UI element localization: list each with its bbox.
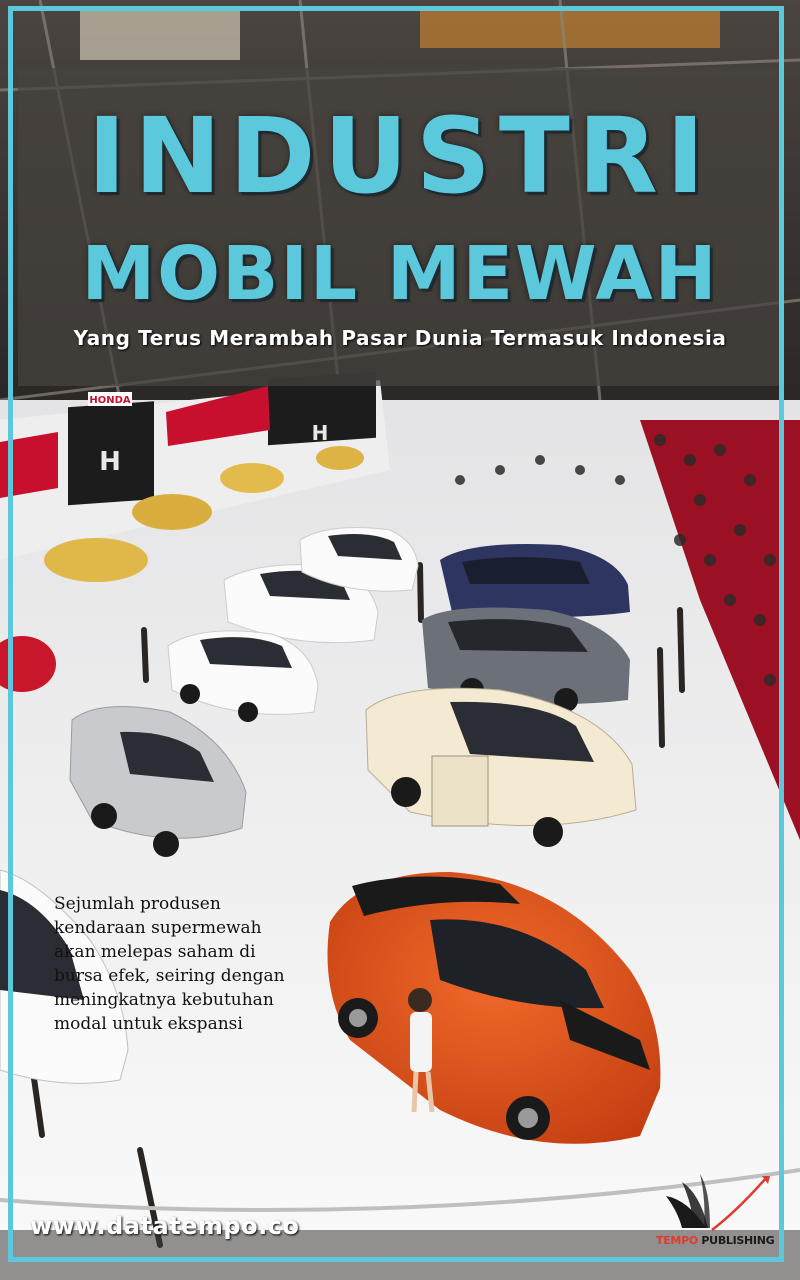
website-url[interactable]: www.datatempo.co — [30, 1212, 300, 1240]
svg-text:H: H — [311, 421, 329, 445]
cover-caption: Sejumlah produsen kendaraan supermewah akan melepas saham di bursa efek, seiring dengan meningkatnya kebutuhan modal untuk ekspansi — [54, 894, 285, 1034]
publisher-name-part-2: PUBLISHING — [701, 1234, 775, 1247]
title-line-1: INDUSTRI — [87, 95, 713, 217]
title-line-2: MOBIL MEWAH — [81, 231, 719, 317]
subtitle: Yang Terus Merambah Pasar Dunia Termasuk Indonesia — [73, 326, 727, 350]
svg-text:H: H — [99, 447, 121, 477]
publisher-name-part-1: TEMPO — [656, 1234, 698, 1247]
honda-sign: HONDA — [89, 395, 131, 406]
publisher-name — [656, 1234, 774, 1247]
